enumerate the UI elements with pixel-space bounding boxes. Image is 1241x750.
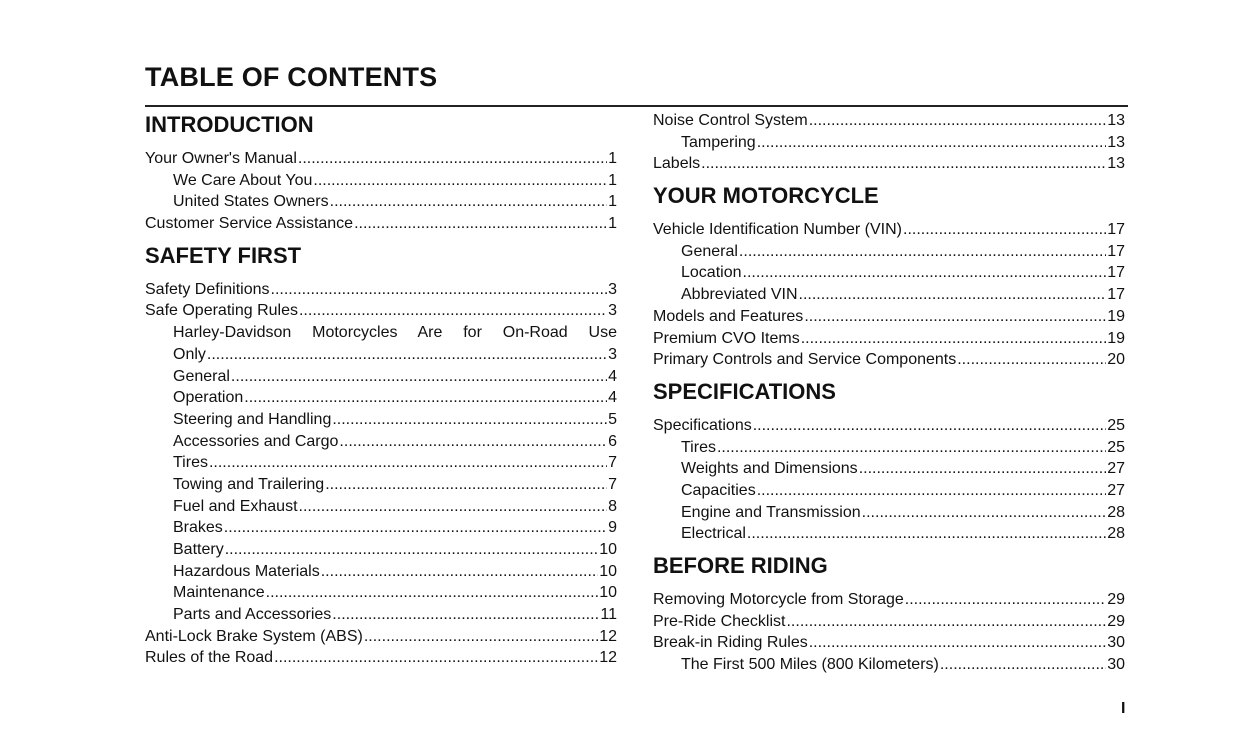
page-number: I	[1121, 700, 1126, 717]
section-title-before-riding: BEFORE RIDING	[653, 553, 828, 578]
toc-entry[interactable]: Engine and Transmission ..... 28	[653, 502, 1125, 524]
toc-entry[interactable]: Primary Controls and Service Components ..... 20	[653, 349, 1125, 371]
toc-entry[interactable]: Location ..... 17	[653, 262, 1125, 284]
toc-entry[interactable]: The First 500 Miles (800 Kilometers) ..... 30	[653, 654, 1125, 676]
toc-entry[interactable]: General ..... 4	[145, 366, 617, 388]
toc-entry[interactable]: Tires ..... 25	[653, 437, 1125, 459]
section-title-safety-first: SAFETY FIRST	[145, 242, 302, 268]
toc-entry[interactable]: Labels ..... 13	[653, 153, 1125, 175]
toc-entry[interactable]: Abbreviated VIN ..... 17	[653, 284, 1125, 306]
toc-entry[interactable]: Steering and Handling ..... 5	[145, 409, 617, 431]
toc-entry[interactable]: Accessories and Cargo ..... 6	[145, 431, 617, 453]
toc-entry[interactable]: Safe Operating Rules ..... 3	[145, 300, 617, 322]
toc-entry[interactable]: Safety Definitions ..... 3	[145, 279, 617, 301]
toc-entry-wrapped-line[interactable]: Harley-Davidson Motorcycles Are for On-Road Use	[173, 324, 617, 342]
toc-entry[interactable]: Vehicle Identification Number (VIN) ..... 17	[653, 219, 1125, 241]
toc-entry[interactable]: Only ..... 3	[145, 344, 617, 366]
toc-entry[interactable]: Removing Motorcycle from Storage ..... 29	[653, 589, 1125, 611]
section-title-introduction: INTRODUCTION	[145, 112, 314, 137]
toc-entry[interactable]: Noise Control System ..... 13	[653, 110, 1125, 132]
toc-entry[interactable]: Premium CVO Items ..... 19	[653, 328, 1125, 350]
toc-entry[interactable]: Maintenance ..... 10	[145, 582, 617, 604]
toc-entry[interactable]: Pre-Ride Checklist ..... 29	[653, 611, 1125, 633]
toc-entry[interactable]: Fuel and Exhaust ..... 8	[145, 496, 617, 518]
toc-entry[interactable]: Customer Service Assistance ..... 1	[145, 213, 617, 235]
toc-entry[interactable]: Tampering ..... 13	[653, 132, 1125, 154]
toc-entry[interactable]: Electrical ..... 28	[653, 523, 1125, 545]
section-title-specifications: SPECIFICATIONS	[653, 378, 836, 404]
title-rule	[145, 105, 1128, 107]
section-title-your-motorcycle: YOUR MOTORCYCLE	[653, 183, 879, 209]
toc-entry[interactable]: Anti-Lock Brake System (ABS) ..... 12	[145, 626, 617, 648]
toc-entry[interactable]: Weights and Dimensions ..... 27	[653, 458, 1125, 480]
toc-entry[interactable]: Hazardous Materials ..... 10	[145, 561, 617, 583]
toc-entry[interactable]: Rules of the Road ..... 12	[145, 647, 617, 669]
toc-entry[interactable]: Battery ..... 10	[145, 539, 617, 561]
toc-entry[interactable]: Towing and Trailering ..... 7	[145, 474, 617, 496]
toc-entry[interactable]: Break-in Riding Rules ..... 30	[653, 632, 1125, 654]
toc-entry[interactable]: Operation ..... 4	[145, 387, 617, 409]
toc-entry[interactable]: General ..... 17	[653, 241, 1125, 263]
toc-entry[interactable]: Tires ..... 7	[145, 452, 617, 474]
toc-entry[interactable]: Specifications ..... 25	[653, 415, 1125, 437]
toc-right-column	[653, 110, 1125, 676]
toc-entry[interactable]: Parts and Accessories ..... 11	[145, 604, 617, 626]
page-title: TABLE OF CONTENTS	[145, 62, 438, 92]
toc-left-column	[145, 110, 617, 669]
toc-entry[interactable]: United States Owners ..... 1	[145, 191, 617, 213]
toc-entry[interactable]: Brakes ..... 9	[145, 517, 617, 539]
toc-entry[interactable]: Capacities ..... 27	[653, 480, 1125, 502]
toc-entry[interactable]: We Care About You ..... 1	[145, 170, 617, 192]
toc-entry[interactable]: Models and Features ..... 19	[653, 306, 1125, 328]
toc-entry[interactable]: Your Owner's Manual ..... 1	[145, 148, 617, 170]
